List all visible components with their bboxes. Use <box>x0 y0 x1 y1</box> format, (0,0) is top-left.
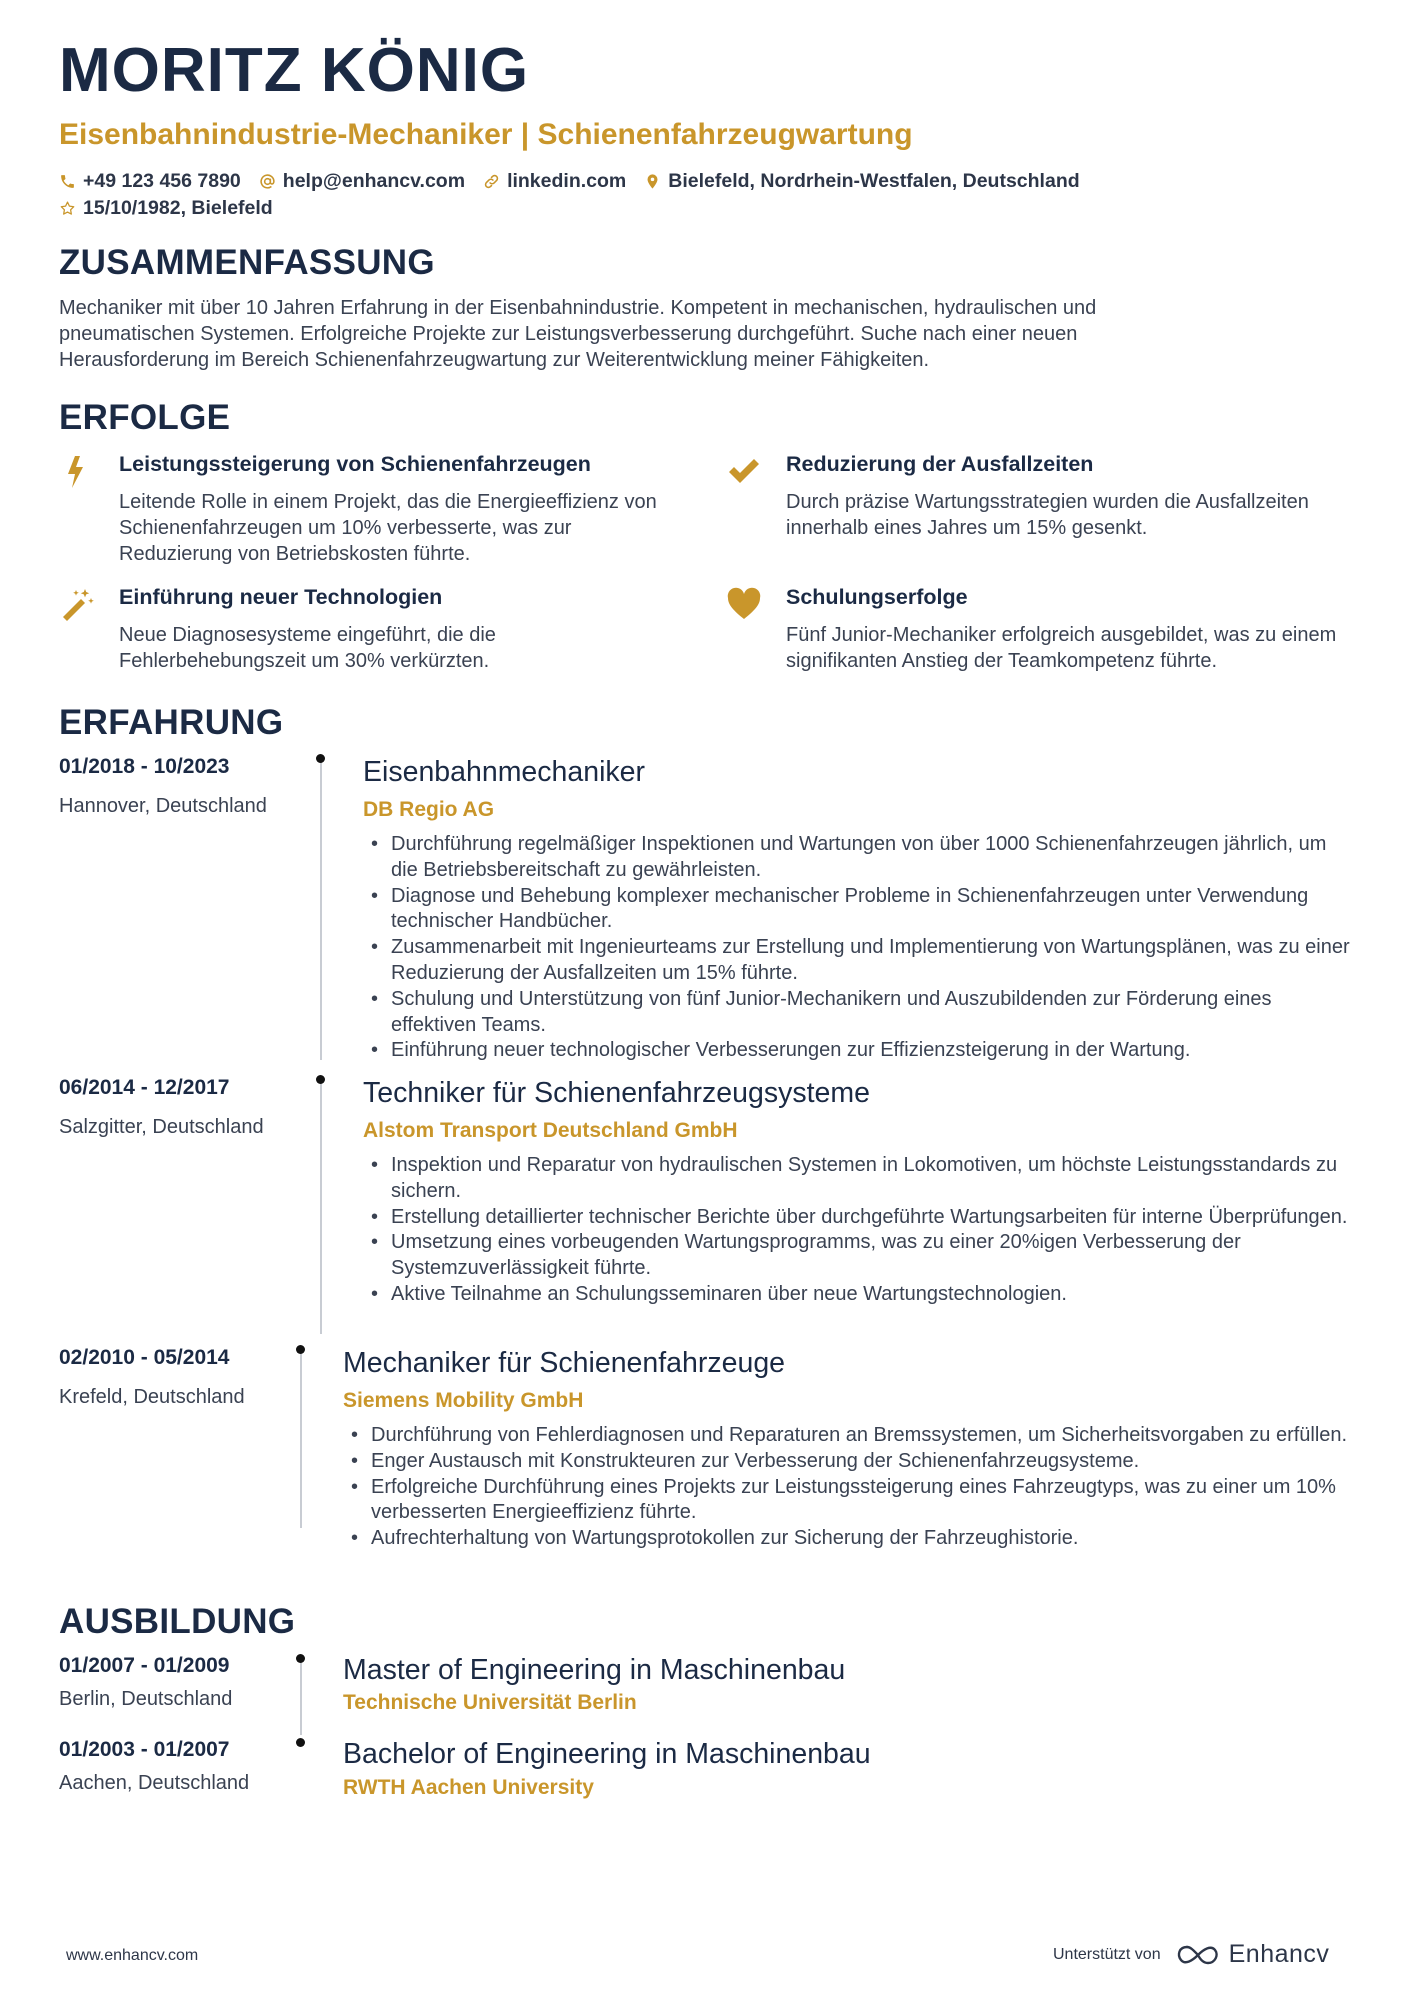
footer-powered-by <box>1053 1940 1329 1969</box>
location-pin-icon <box>644 173 661 190</box>
checkmark-icon <box>726 454 762 490</box>
contact-linkedin[interactable] <box>483 170 626 193</box>
contact-row <box>59 170 1098 193</box>
company-name: Siemens Mobility GmbH <box>343 1389 584 1412</box>
timeline-line <box>320 760 322 1060</box>
enhancv-logo[interactable] <box>1175 1940 1330 1969</box>
achievement-text: Neue Diagnosesysteme eingeführt, die die Fehlerbehebungszeit um 30% verkürzten. <box>119 624 496 672</box>
phone-text: +49 123 456 7890 <box>83 170 241 192</box>
school-name: RWTH Aachen University <box>343 1776 594 1799</box>
timeline-dot <box>316 754 325 763</box>
timeline-line <box>300 1660 302 1735</box>
experience-location: Krefeld, Deutschland <box>59 1386 245 1408</box>
achievement-title: Leistungssteigerung von Schienenfahrzeugen <box>119 452 591 476</box>
list-item: • Enger Austausch mit Konstrukteuren zur Verbesserung der Schienenfahrzeugsysteme. <box>343 1449 1353 1475</box>
degree-title: Master of Engineering in Maschinenbau <box>343 1654 846 1686</box>
school-name: Technische Universität Berlin <box>343 1691 637 1714</box>
list-item: • Inspektion und Reparatur von hydraulischen Systemen in Lokomotiven, um höchste Leistungsstandards zu sichern. <box>363 1153 1353 1205</box>
list-item: • Einführung neuer technologischer Verbesserungen zur Effizienzsteigerung in der Wartung. <box>363 1038 1353 1064</box>
achievement-title: Reduzierung der Ausfallzeiten <box>786 452 1094 476</box>
list-item: • Aufrechterhaltung von Wartungsprotokollen zur Sicherung der Fahrzeughistorie. <box>343 1526 1353 1552</box>
at-icon <box>259 173 276 190</box>
experience-location: Hannover, Deutschland <box>59 795 267 817</box>
heart-icon <box>726 587 762 623</box>
company-name: DB Regio AG <box>363 798 495 821</box>
timeline-line <box>320 1080 322 1334</box>
experience-date: 06/2014 - 12/2017 <box>59 1076 230 1099</box>
link-icon <box>483 173 500 190</box>
experience-heading: ERFAHRUNG <box>59 703 284 742</box>
birth-text: 15/10/1982, Bielefeld <box>83 197 273 219</box>
candidate-name: MORITZ KÖNIG <box>59 36 530 105</box>
education-date: 01/2003 - 01/2007 <box>59 1738 230 1761</box>
list-item: • Durchführung regelmäßiger Inspektionen und Wartungen von über 1000 Schienenfahrzeugen jährlich, um die Betriebsbereitschaft zu gewährleisten. <box>363 832 1353 884</box>
contact-location <box>644 170 1079 193</box>
list-item: • Diagnose und Behebung komplexer mechanischer Probleme in Schienenfahrzeugen unter Verwendung technischer Handbücher. <box>363 884 1353 936</box>
email-text: help@enhancv.com <box>282 170 466 192</box>
timeline-dot <box>296 1345 305 1354</box>
list-item: • Erfolgreiche Durchführung eines Projekts zur Leistungssteigerung eines Fahrzeugtyps, was zu einer um 10% verbesserten Energieeffizienz führte. <box>343 1475 1353 1527</box>
summary-text: Mechaniker mit über 10 Jahren Erfahrung in der Eisenbahnindustrie. Kompetent in mechanischen, hydraulischen und pneumatischen Systemen. Erfolgreiche Projekte zur Leistungsverbesserung durchgeführt. Suche nach einer neuen Herausforderung im Bereich Schienenfahrzeugwartung zur Weiterentwicklung meiner Fähigkeiten. <box>59 297 1097 371</box>
job-title: Techniker für Schienenfahrzeugsysteme <box>363 1077 870 1109</box>
list-item: • Durchführung von Fehlerdiagnosen und Reparaturen an Bremssystemen, um Sicherheitsvorgaben zu erfüllen. <box>343 1423 1353 1449</box>
timeline-dot <box>296 1654 305 1663</box>
job-bullets <box>343 1423 1353 1552</box>
achievements-heading: ERFOLGE <box>59 398 231 437</box>
contact-birth <box>59 197 273 220</box>
brand-name: Enhancv <box>1228 1940 1330 1968</box>
achievement-text: Fünf Junior-Mechaniker erfolgreich ausgebildet, was zu einem signifikanten Anstieg der Teamkompetenz führte. <box>786 624 1337 672</box>
powered-by-text: Unterstützt von <box>1053 1945 1161 1963</box>
phone-icon <box>59 173 76 190</box>
company-name: Alstom Transport Deutschland GmbH <box>363 1119 738 1142</box>
list-item: • Erstellung detaillierter technischer Berichte über durchgeführte Wartungsarbeiten für interne Überprüfungen. <box>363 1205 1353 1231</box>
job-bullets <box>363 1153 1353 1308</box>
job-title: Mechaniker für Schienenfahrzeuge <box>343 1347 786 1379</box>
achievement-text: Leitende Rolle in einem Projekt, das die Energieeffizienz von Schienenfahrzeugen um 10% verbesserte, was zur Reduzierung von Betriebskosten führte. <box>119 491 657 565</box>
contact-email[interactable] <box>259 170 465 193</box>
candidate-title: Eisenbahnindustrie-Mechaniker | Schienenfahrzeugwartung <box>59 118 913 151</box>
education-heading: AUSBILDUNG <box>59 1602 296 1641</box>
contact-phone[interactable] <box>59 170 241 193</box>
timeline-dot <box>316 1075 325 1084</box>
job-bullets <box>363 832 1353 1064</box>
list-item: • Aktive Teilnahme an Schulungsseminaren über neue Wartungstechnologien. <box>363 1282 1353 1308</box>
experience-date: 01/2018 - 10/2023 <box>59 755 230 778</box>
location-text: Bielefeld, Nordrhein-Westfalen, Deutschland <box>668 170 1080 192</box>
lightning-icon <box>59 454 95 490</box>
job-title: Eisenbahnmechaniker <box>363 756 646 788</box>
achievement-title: Einführung neuer Technologien <box>119 585 443 609</box>
timeline-line <box>300 1350 302 1528</box>
experience-location: Salzgitter, Deutschland <box>59 1116 264 1138</box>
contact-row-2 <box>59 197 291 220</box>
list-item: • Zusammenarbeit mit Ingenieurteams zur Erstellung und Implementierung von Wartungsplänen, was zu einer Reduzierung der Ausfallzeiten um 15% führte. <box>363 935 1353 987</box>
list-item: • Umsetzung eines vorbeugenden Wartungsprogramms, was zu einer 20%igen Verbesserung der Systemzuverlässigkeit führte. <box>363 1230 1353 1282</box>
achievement-text: Durch präzise Wartungsstrategien wurden die Ausfallzeiten innerhalb eines Jahres um 15% gesenkt. <box>786 491 1309 539</box>
summary-heading: ZUSAMMENFASSUNG <box>59 243 435 282</box>
footer-website[interactable]: www.enhancv.com <box>66 1947 199 1964</box>
star-icon <box>59 200 76 217</box>
achievement-title: Schulungserfolge <box>786 585 968 609</box>
degree-title: Bachelor of Engineering in Maschinenbau <box>343 1738 871 1770</box>
education-location: Berlin, Deutschland <box>59 1688 233 1710</box>
experience-date: 02/2010 - 05/2014 <box>59 1346 230 1369</box>
linkedin-text: linkedin.com <box>507 170 627 192</box>
list-item: • Schulung und Unterstützung von fünf Junior-Mechanikern und Auszubildenden zur Förderung eines effektiven Teams. <box>363 987 1353 1039</box>
education-date: 01/2007 - 01/2009 <box>59 1654 230 1677</box>
magic-wand-icon <box>59 587 95 623</box>
timeline-dot <box>296 1738 305 1747</box>
education-location: Aachen, Deutschland <box>59 1772 250 1794</box>
infinity-logo-icon <box>1175 1943 1221 1967</box>
